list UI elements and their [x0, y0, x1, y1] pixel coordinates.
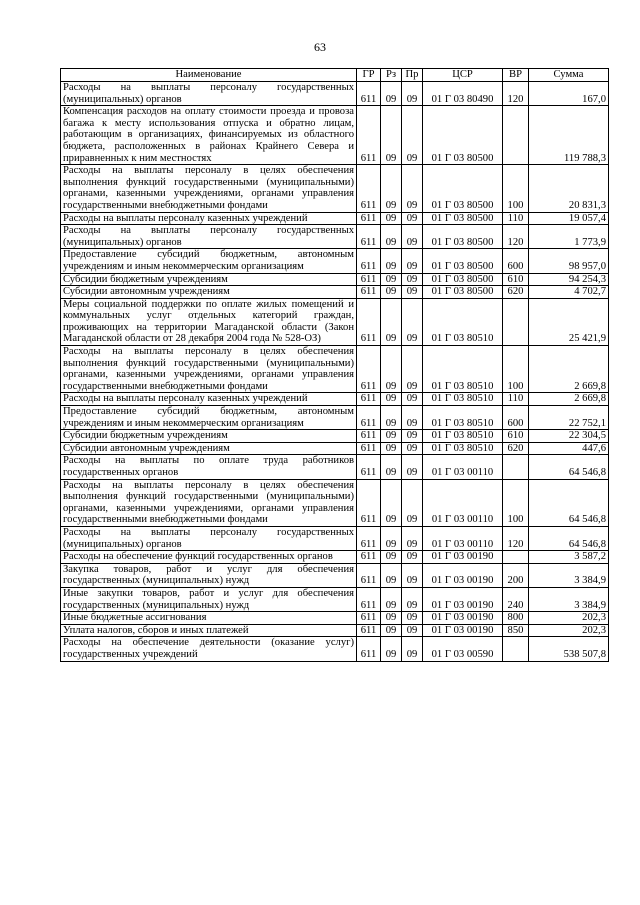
cell-gr: 611 [357, 612, 381, 625]
cell-vr: 620 [503, 442, 529, 455]
cell-name: Расходы на выплаты персоналу государственных (муниципальных) органов [61, 225, 357, 249]
cell-rz: 09 [381, 273, 402, 286]
cell-rz: 09 [381, 225, 402, 249]
cell-csr: 01 Г 03 80510 [423, 406, 503, 430]
cell-gr: 611 [357, 225, 381, 249]
cell-gr: 611 [357, 430, 381, 443]
cell-pr: 09 [402, 286, 423, 299]
header-rz: Рз [381, 69, 402, 82]
table-row [61, 406, 609, 430]
table-row [61, 286, 609, 299]
cell-vr: 120 [503, 526, 529, 550]
cell-vr: 100 [503, 479, 529, 526]
table-row [61, 526, 609, 550]
cell-rz: 09 [381, 286, 402, 299]
cell-vr: 800 [503, 612, 529, 625]
budget-table [60, 68, 609, 662]
cell-pr: 09 [402, 82, 423, 106]
cell-name: Субсидии автономным учреждениям [61, 286, 357, 299]
cell-name: Меры социальной поддержки по оплате жилых помещений и коммунальных услуг отдельных категорий граждан, проживающих на территории Магаданской области (Закон Магаданской области от 28 декабря 2004 года № 528-ОЗ) [61, 298, 357, 345]
table-row [61, 637, 609, 661]
cell-sum: 202,3 [529, 612, 609, 625]
cell-vr: 620 [503, 286, 529, 299]
cell-pr: 09 [402, 298, 423, 345]
cell-csr: 01 Г 03 80500 [423, 249, 503, 273]
cell-gr: 611 [357, 165, 381, 212]
cell-csr: 01 Г 03 80500 [423, 212, 503, 225]
cell-name: Расходы на выплаты персоналу в целях обеспечения выполнения функций государственными (муниципальными) органами, казенными учреждениями, органами управления государственными внебюджетными фондами [61, 479, 357, 526]
cell-rz: 09 [381, 612, 402, 625]
cell-gr: 611 [357, 346, 381, 393]
cell-rz: 09 [381, 587, 402, 611]
cell-gr: 611 [357, 249, 381, 273]
cell-gr: 611 [357, 442, 381, 455]
cell-csr: 01 Г 03 80510 [423, 346, 503, 393]
cell-rz: 09 [381, 430, 402, 443]
cell-pr: 09 [402, 106, 423, 165]
cell-vr [503, 106, 529, 165]
cell-gr: 611 [357, 637, 381, 661]
cell-vr: 110 [503, 212, 529, 225]
cell-gr: 611 [357, 298, 381, 345]
cell-gr: 611 [357, 551, 381, 564]
header-vr: ВР [503, 69, 529, 82]
cell-rz: 09 [381, 346, 402, 393]
cell-csr: 01 Г 03 00190 [423, 551, 503, 564]
cell-csr: 01 Г 03 00190 [423, 563, 503, 587]
table-row [61, 249, 609, 273]
table-row [61, 612, 609, 625]
cell-name: Предоставление субсидий бюджетным, автономным учреждениям и иным некоммерческим организациям [61, 249, 357, 273]
cell-csr: 01 Г 03 80500 [423, 165, 503, 212]
cell-gr: 611 [357, 82, 381, 106]
cell-gr: 611 [357, 286, 381, 299]
cell-gr: 611 [357, 587, 381, 611]
cell-vr: 850 [503, 624, 529, 637]
cell-vr [503, 298, 529, 345]
cell-rz: 09 [381, 637, 402, 661]
cell-rz: 09 [381, 82, 402, 106]
table-row [61, 212, 609, 225]
cell-rz: 09 [381, 165, 402, 212]
cell-rz: 09 [381, 551, 402, 564]
cell-csr: 01 Г 03 80510 [423, 298, 503, 345]
cell-name: Закупка товаров, работ и услуг для обеспечения государственных (муниципальных) нужд [61, 563, 357, 587]
cell-sum: 25 421,9 [529, 298, 609, 345]
cell-vr: 100 [503, 165, 529, 212]
cell-sum: 2 669,8 [529, 346, 609, 393]
header-gr: ГР [357, 69, 381, 82]
cell-sum: 22 752,1 [529, 406, 609, 430]
cell-gr: 611 [357, 479, 381, 526]
cell-pr: 09 [402, 587, 423, 611]
cell-pr: 09 [402, 612, 423, 625]
cell-rz: 09 [381, 212, 402, 225]
cell-sum: 167,0 [529, 82, 609, 106]
table-row [61, 624, 609, 637]
cell-pr: 09 [402, 273, 423, 286]
cell-sum: 64 546,8 [529, 455, 609, 479]
cell-gr: 611 [357, 273, 381, 286]
cell-pr: 09 [402, 346, 423, 393]
cell-name: Иные бюджетные ассигнования [61, 612, 357, 625]
cell-rz: 09 [381, 249, 402, 273]
cell-gr: 611 [357, 106, 381, 165]
cell-rz: 09 [381, 106, 402, 165]
cell-sum: 202,3 [529, 624, 609, 637]
cell-gr: 611 [357, 455, 381, 479]
cell-sum: 22 304,5 [529, 430, 609, 443]
cell-gr: 611 [357, 563, 381, 587]
table-row [61, 346, 609, 393]
table-header-row [61, 69, 609, 82]
cell-pr: 09 [402, 563, 423, 587]
table-row [61, 393, 609, 406]
cell-rz: 09 [381, 526, 402, 550]
header-sum: Сумма [529, 69, 609, 82]
cell-name: Расходы на выплаты персоналу казенных учреждений [61, 393, 357, 406]
cell-csr: 01 Г 03 00590 [423, 637, 503, 661]
cell-csr: 01 Г 03 00110 [423, 455, 503, 479]
header-name: Наименование [61, 69, 357, 82]
page-number: 63 [314, 40, 326, 54]
table-row [61, 82, 609, 106]
cell-vr: 110 [503, 393, 529, 406]
cell-pr: 09 [402, 624, 423, 637]
cell-sum: 94 254,3 [529, 273, 609, 286]
cell-pr: 09 [402, 165, 423, 212]
cell-pr: 09 [402, 430, 423, 443]
cell-sum: 20 831,3 [529, 165, 609, 212]
cell-sum: 3 587,2 [529, 551, 609, 564]
cell-csr: 01 Г 03 00110 [423, 479, 503, 526]
cell-vr: 600 [503, 249, 529, 273]
cell-csr: 01 Г 03 80500 [423, 225, 503, 249]
cell-sum: 2 669,8 [529, 393, 609, 406]
cell-csr: 01 Г 03 80510 [423, 430, 503, 443]
cell-csr: 01 Г 03 00190 [423, 624, 503, 637]
cell-pr: 09 [402, 406, 423, 430]
table-row [61, 455, 609, 479]
table-row [61, 587, 609, 611]
cell-gr: 611 [357, 406, 381, 430]
cell-pr: 09 [402, 551, 423, 564]
cell-rz: 09 [381, 406, 402, 430]
cell-csr: 01 Г 03 00190 [423, 612, 503, 625]
cell-vr [503, 455, 529, 479]
cell-vr: 610 [503, 273, 529, 286]
cell-vr: 200 [503, 563, 529, 587]
cell-name: Субсидии бюджетным учреждениям [61, 273, 357, 286]
cell-vr: 240 [503, 587, 529, 611]
cell-sum: 64 546,8 [529, 479, 609, 526]
cell-vr: 610 [503, 430, 529, 443]
cell-pr: 09 [402, 225, 423, 249]
table-row [61, 165, 609, 212]
table-row [61, 479, 609, 526]
cell-pr: 09 [402, 479, 423, 526]
cell-rz: 09 [381, 563, 402, 587]
table-row [61, 273, 609, 286]
cell-csr: 01 Г 03 80510 [423, 442, 503, 455]
cell-sum: 447,6 [529, 442, 609, 455]
cell-gr: 611 [357, 624, 381, 637]
table-row [61, 551, 609, 564]
cell-vr [503, 637, 529, 661]
cell-name: Расходы на выплаты персоналу государственных (муниципальных) органов [61, 82, 357, 106]
cell-name: Компенсация расходов на оплату стоимости проезда и провоза багажа к месту использования отпуска и обратно лицам, работающим в организациях, финансируемых из областного бюджета, расположенных в районах Крайнего Севера и приравненных к ним местностях [61, 106, 357, 165]
cell-rz: 09 [381, 479, 402, 526]
cell-gr: 611 [357, 393, 381, 406]
cell-name: Расходы на выплаты персоналу государственных (муниципальных) органов [61, 526, 357, 550]
cell-sum: 4 702,7 [529, 286, 609, 299]
cell-name: Субсидии автономным учреждениям [61, 442, 357, 455]
table-row [61, 430, 609, 443]
cell-name: Расходы на обеспечение деятельности (оказание услуг) государственных учреждений [61, 637, 357, 661]
cell-csr: 01 Г 03 80500 [423, 286, 503, 299]
cell-name: Расходы на выплаты персоналу в целях обеспечения выполнения функций государственными (муниципальными) органами, казенными учреждениями, органами управления государственными внебюджетными фондами [61, 346, 357, 393]
cell-name: Расходы на выплаты персоналу казенных учреждений [61, 212, 357, 225]
cell-pr: 09 [402, 212, 423, 225]
cell-name: Субсидии бюджетным учреждениям [61, 430, 357, 443]
cell-rz: 09 [381, 455, 402, 479]
cell-sum: 3 384,9 [529, 587, 609, 611]
cell-rz: 09 [381, 298, 402, 345]
cell-vr [503, 551, 529, 564]
cell-sum: 64 546,8 [529, 526, 609, 550]
cell-gr: 611 [357, 526, 381, 550]
cell-name: Расходы на обеспечение функций государственных органов [61, 551, 357, 564]
cell-pr: 09 [402, 249, 423, 273]
cell-csr: 01 Г 03 80490 [423, 82, 503, 106]
cell-vr: 600 [503, 406, 529, 430]
cell-name: Расходы на выплаты персоналу в целях обеспечения выполнения функций государственными (муниципальными) органами, казенными учреждениями, органами управления государственными внебюджетными фондами [61, 165, 357, 212]
cell-name: Расходы на выплаты по оплате труда работников государственных органов [61, 455, 357, 479]
cell-rz: 09 [381, 393, 402, 406]
cell-sum: 19 057,4 [529, 212, 609, 225]
cell-csr: 01 Г 03 00110 [423, 526, 503, 550]
cell-pr: 09 [402, 455, 423, 479]
table-row [61, 225, 609, 249]
cell-name: Предоставление субсидий бюджетным, автономным учреждениям и иным некоммерческим организациям [61, 406, 357, 430]
cell-csr: 01 Г 03 80500 [423, 273, 503, 286]
table-row [61, 442, 609, 455]
cell-pr: 09 [402, 637, 423, 661]
table-row [61, 106, 609, 165]
cell-vr: 120 [503, 82, 529, 106]
cell-sum: 1 773,9 [529, 225, 609, 249]
table-row [61, 298, 609, 345]
header-csr: ЦСР [423, 69, 503, 82]
cell-sum: 538 507,8 [529, 637, 609, 661]
cell-csr: 01 Г 03 00190 [423, 587, 503, 611]
cell-vr: 100 [503, 346, 529, 393]
cell-sum: 3 384,9 [529, 563, 609, 587]
cell-rz: 09 [381, 442, 402, 455]
cell-sum: 98 957,0 [529, 249, 609, 273]
cell-csr: 01 Г 03 80500 [423, 106, 503, 165]
cell-pr: 09 [402, 393, 423, 406]
cell-name: Иные закупки товаров, работ и услуг для обеспечения государственных (муниципальных) нужд [61, 587, 357, 611]
cell-vr: 120 [503, 225, 529, 249]
cell-gr: 611 [357, 212, 381, 225]
cell-sum: 119 788,3 [529, 106, 609, 165]
cell-pr: 09 [402, 526, 423, 550]
cell-rz: 09 [381, 624, 402, 637]
cell-name: Уплата налогов, сборов и иных платежей [61, 624, 357, 637]
cell-pr: 09 [402, 442, 423, 455]
table-row [61, 563, 609, 587]
header-pr: Пр [402, 69, 423, 82]
cell-csr: 01 Г 03 80510 [423, 393, 503, 406]
